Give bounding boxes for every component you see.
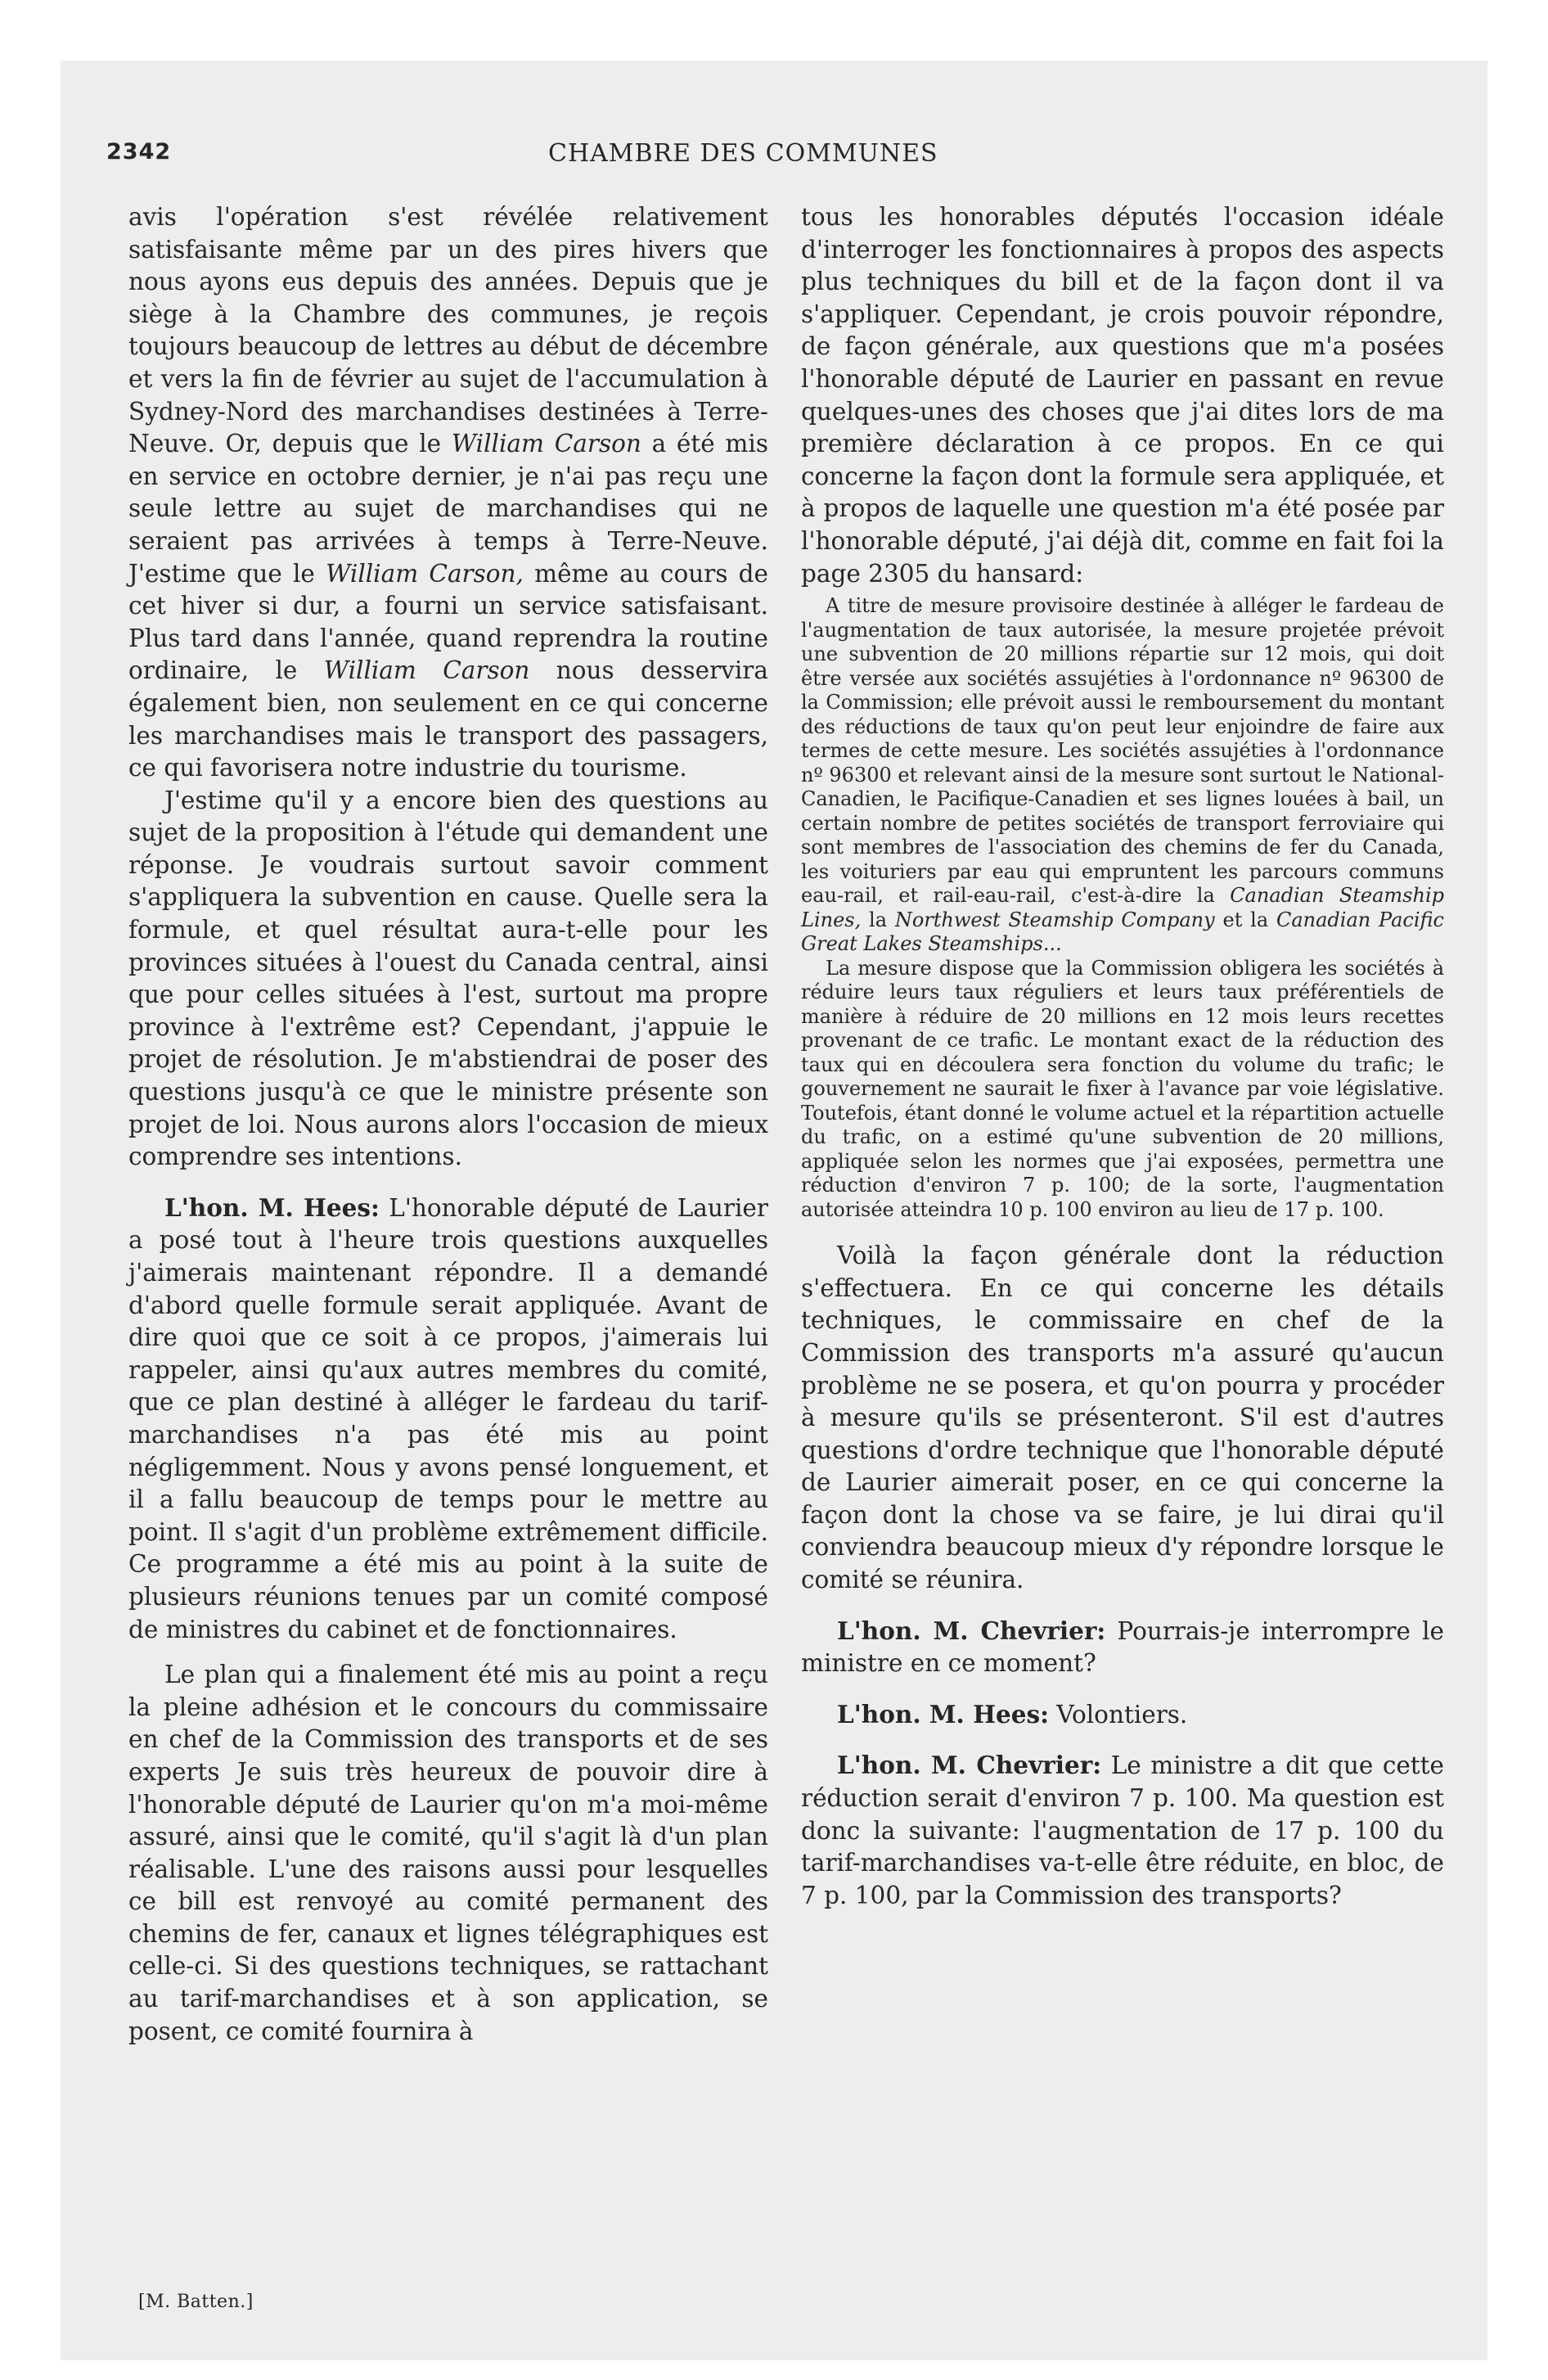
ship-name: William Carson bbox=[323, 656, 530, 685]
paragraph: Voilà la façon générale dont la réduction s'effectuera. En ce qui concerne les détails techniques, le commissaire en chef de la Commission des transports m'a assuré qu'aucun problème ne se posera, et qu'on pourra y procéder à mesure qu'ils se présenteront. S'il est d'autres questions d'ordre technique que l'honorable député de Laurier aimerait poser, en ce qui concerne la façon dont la chose va se faire, je lui dirai qu'il conviendra beaucoup mieux d'y répondre lorsque le comité se réunira. bbox=[801, 1242, 1444, 1594]
right-column bbox=[801, 201, 1444, 1912]
paragraph bbox=[128, 201, 768, 785]
speech-text: Volontiers. bbox=[1056, 1700, 1188, 1729]
paragraph: Le plan qui a finalement été mis au point a reçu la pleine adhésion et le concours du commissaire en chef de la Commission des transports et de ses experts Je suis très heureux de pouvoir dire à l'honorable député de Laurier qu'on m'a moi-même assuré, ainsi que le comité, qu'il s'agit là d'un plan réalisable. L'une des raisons aussi pour lesquelles ce bill est renvoyé au comité permanent des chemins de fer, canaux et lignes télégraphiques est celle-ci. Si des questions techniques, se rattachant au tarif-marchandises et à son application, se posent, ce comité fournira à bbox=[128, 1661, 768, 2045]
paragraph-text: nous desservira également bien, non seulement en ce qui concerne les marchandises mais le transport des passagers, ce qui favorisera notre industrie du tourisme. bbox=[128, 656, 768, 782]
quote-text: la bbox=[869, 908, 888, 931]
hansard-quotation bbox=[801, 594, 1444, 1222]
company-name: Canadian Pacific Great Lakes Steamships... bbox=[801, 908, 1444, 956]
left-column bbox=[128, 201, 768, 2048]
paragraph-text: avis l'opération s'est révélée relativement satisfaisante même par un des pires hivers que nous ayons eus depuis des années. Depuis que je siège à la Chambre des communes, je reçois toujours beaucoup de lettres au début de décembre et vers la fin de février au sujet de l'accumulation à Sydney-Nord des marchandises destinées à Terre-Neuve. Or, depuis que le bbox=[128, 203, 768, 458]
running-head-title: CHAMBRE DES COMMUNES bbox=[548, 139, 938, 168]
speaker-name: L'hon. M. Chevrier: bbox=[837, 1751, 1102, 1780]
speech-text: Le ministre a dit que cette réduction serait d'environ 7 p. 100. Ma question est donc la suivante: l'augmentation de 17 p. 100 du tarif-marchandises va-t-elle être réduite, en bloc, de 7 p. 100, par la Commission des transports? bbox=[801, 1751, 1444, 1909]
footer-attribution: [M. Batten.] bbox=[138, 2292, 254, 2312]
page-number: 2342 bbox=[106, 139, 172, 165]
quote-paragraph: La mesure dispose que la Commission obligera les sociétés à réduire leurs taux réguliers et leurs taux préférentiels de manière à réduire de 20 millions en 12 mois leurs recettes provenant de ce trafic. Le montant exact de la réduction des taux qui en découlera sera fonction du volume du trafic; le gouvernement ne saurait le fixer à l'avance par voie législative. Toutefois, étant donné le volume actuel et la répartition actuelle du trafic, on a estimé qu'une subvention de 20 millions, appliquée selon les normes que j'ai exposées, permettra une réduction d'environ 7 p. 100; de la sorte, l'augmentation autorisée atteindra 10 p. 100 environ au lieu de 17 p. 100. bbox=[801, 956, 1444, 1221]
paragraph: tous les honorables députés l'occasion idéale d'interroger les fonctionnaires à propos des aspects plus techniques du bill et de la façon dont il va s'appliquer. Cependant, je crois pouvoir répondre, de façon générale, aux questions que m'a posées l'honorable député de Laurier en passant en revue quelques-unes des choses que j'ai dites lors de ma première déclaration à ce propos. En ce qui concerne la façon dont la formule sera appliquée, et à propos de laquelle une question m'a été posée par l'honorable député, j'ai déjà dit, comme en fait foi la page 2305 du hansard: bbox=[801, 203, 1444, 588]
speech-paragraph bbox=[128, 1192, 768, 1646]
paragraph-text: même au cours de cet hiver si dur, a fourni un service satisfaisant. Plus tard dans l'année, quand reprendra la routine ordinaire, le bbox=[128, 559, 768, 685]
paragraph: J'estime qu'il y a encore bien des questions au sujet de la proposition à l'étude qui demandent une réponse. Je voudrais surtout savoir comment s'appliquera la subvention en cause. Quelle sera la formule, et quel résultat aura-t-elle pour les provinces situées à l'ouest du Canada central, ainsi que pour celles situées à l'est, surtout ma propre province à l'extrême est? Cependant, j'appuie le projet de résolution. Je m'abstiendrai de poser des questions jusqu'à ce que le ministre présente son projet de loi. Nous aurons alors l'occasion de mieux comprendre ses intentions. bbox=[128, 786, 768, 1171]
company-name: Northwest Steamship Company bbox=[894, 908, 1215, 931]
quote-paragraph bbox=[801, 594, 1444, 957]
paragraph-text: a été mis en service en octobre dernier, je n'ai pas reçu une seule lettre au sujet de marchandises qui ne seraient pas arrivées à temps à Terre-Neuve. J'estime que le bbox=[128, 430, 768, 588]
quote-text: et la bbox=[1222, 908, 1269, 931]
speaker-name: L'hon. M. Hees: bbox=[837, 1699, 1049, 1729]
company-name: Canadian Steamship Lines, bbox=[801, 884, 1444, 931]
ship-name: William Carson, bbox=[326, 559, 524, 588]
ship-name: William Carson bbox=[451, 430, 641, 458]
speech-text: Pourrais-je interrompre le ministre en ce moment? bbox=[801, 1616, 1444, 1678]
quote-text: A titre de mesure provisoire destinée à alléger le fardeau de l'augmentation de taux autorisée, la mesure projetée prévoit une subvention de 20 millions répartie sur 12 mois, qui doit être versée aux sociétés assujéties à l'ordonnance nº 96300 de la Commission; elle prévoit aussi le remboursement du montant des réductions de taux qu'on peut leur enjoindre de faire aux termes de cette mesure. Les sociétés assujéties à l'ordonnance nº 96300 et relevant ainsi de la mesure sont surtout le National-Canadien, le Pacifique-Canadien et ses lignes louées à bail, un certain nombre de petites sociétés de transport ferroviaire qui sont membres de l'association des chemins de fer du Canada, les voituriers par eau qui empruntent les parcours communs eau-rail, et rail-eau-rail, c'est-à-dire la bbox=[801, 594, 1444, 908]
speech-paragraph bbox=[801, 1749, 1444, 1912]
speech-paragraph bbox=[801, 1698, 1444, 1732]
speaker-name: L'hon. M. Chevrier: bbox=[837, 1616, 1106, 1645]
speech-text: L'honorable député de Laurier a posé tout à l'heure trois questions auxquelles j'aimerais maintenant répondre. Il a demandé d'abord quelle formule serait appliquée. Avant de dire quoi que ce soit à ce propos, j'aimerais lui rappeler, ainsi qu'aux autres membres du comité, que ce plan destiné à alléger le fardeau du tarif-marchandises n'a pas été mis au point négligemment. Nous y avons pensé longuement, et il a fallu beaucoup de temps pour le mettre au point. Il s'agit d'un problème extrêmement difficile. Ce programme a été mis au point à la suite de plusieurs réunions tenues par un comité composé de ministres du cabinet et de fonctionnaires. bbox=[128, 1193, 768, 1643]
page-header bbox=[106, 139, 938, 172]
speech-paragraph bbox=[801, 1615, 1444, 1680]
speaker-name: L'hon. M. Hees: bbox=[164, 1192, 380, 1222]
